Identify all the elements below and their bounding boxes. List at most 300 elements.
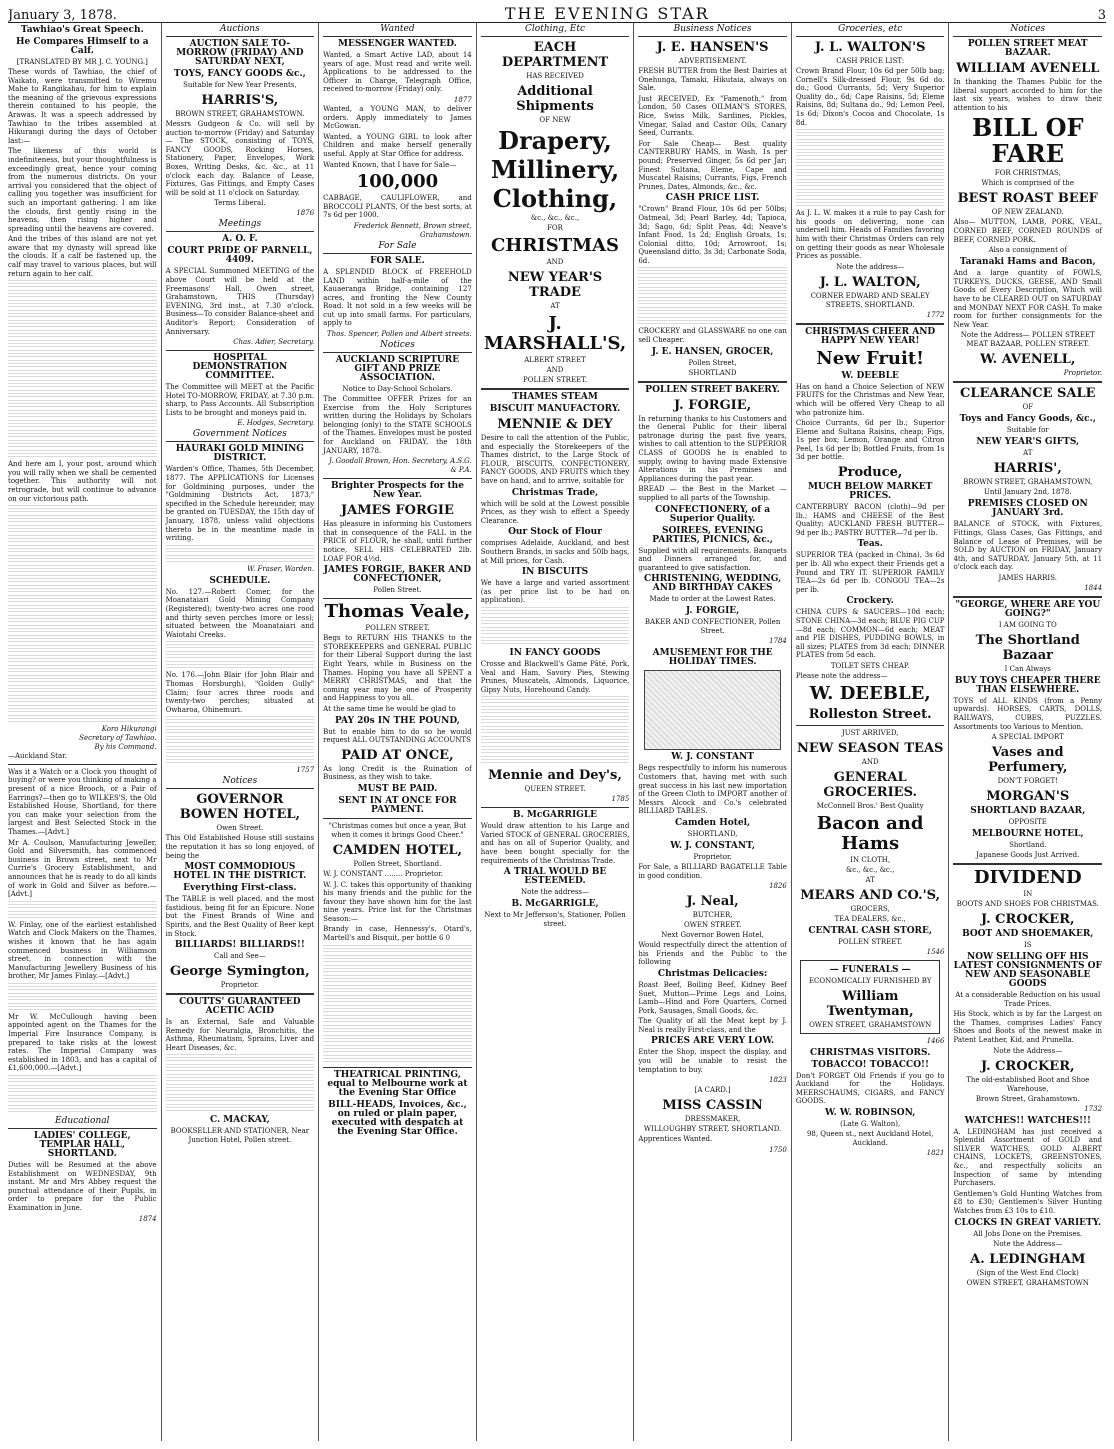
ad-headline: Everything First-class. bbox=[183, 883, 297, 894]
ad-paragraph: Wanted, a YOUNG MAN, to deliver orders. Apply immediately to James McGowan. bbox=[323, 104, 472, 131]
text-filler bbox=[8, 993, 157, 1002]
text-filler bbox=[323, 965, 472, 974]
ad-headline: CONFECTIONERY, of a Superior Quality. bbox=[655, 504, 771, 524]
text-filler bbox=[8, 535, 157, 544]
ad-headline: Christmas Delicacies: bbox=[657, 968, 768, 979]
ad-subline: Proprietor. bbox=[1063, 369, 1103, 378]
ad-subline: AND bbox=[861, 757, 879, 766]
ad-subline: Pollen Street. bbox=[373, 586, 422, 595]
ad-subline: FOR bbox=[547, 224, 563, 232]
divider bbox=[796, 725, 945, 726]
ad-headline: New Fruit! bbox=[816, 347, 925, 369]
ad-paragraph: In thanking the Thames Public for the liberal support accorded to him for the last six years, wishes to draw their attention to his bbox=[953, 78, 1103, 112]
divider bbox=[481, 807, 630, 808]
text-filler bbox=[8, 585, 157, 594]
text-filler bbox=[8, 715, 157, 724]
ad-subline: AND bbox=[546, 366, 564, 374]
ad-headline: THEATRICAL PRINTING, equal to Melbourne work at the Evening Star Office bbox=[327, 1069, 468, 1098]
text-filler bbox=[8, 350, 157, 359]
ad-headline: Bacon and Hams bbox=[816, 812, 924, 854]
ad-paragraph: No. 127.—Robert Comer, for the Moanataiari Gold Mining Company (Registered); twenty-two acres one rood and thirty seven perches (more or less); situated between the Moanataiari and Waiotahi Creeks. bbox=[165, 587, 315, 639]
text-filler bbox=[8, 605, 157, 614]
text-filler bbox=[8, 665, 157, 674]
text-filler bbox=[481, 607, 630, 616]
text-filler bbox=[8, 655, 157, 664]
ad-headline: W. W. ROBINSON, bbox=[824, 1107, 916, 1118]
text-filler bbox=[8, 505, 157, 514]
divider bbox=[323, 598, 472, 599]
text-filler bbox=[481, 617, 630, 626]
text-filler bbox=[166, 1054, 315, 1063]
notice-paragraph: Was it a Watch or a Clock you thought of buying? or were you thinking of making a present of a nice Brooch, or a Pair of Earrings?—then go to WILKES'S, the Old Established House, Shortland, for there you can make your selection from the largest and Best Selected Stock in the Thames.—[Advt.] bbox=[8, 767, 157, 836]
ad-paragraph: This Old Established House still sustains the reputation it has so long enjoyed, of being the bbox=[165, 834, 315, 860]
ad-subline: ECONOMICALLY FURNISHED BY bbox=[808, 976, 932, 985]
text-filler bbox=[481, 736, 630, 745]
ad-headline: W. AVENELL, bbox=[980, 352, 1076, 368]
ad-paragraph: Duties will be Resumed at the above Establishment on WEDNESDAY, 9th instant. Mr and Mrs Abbey request the punctual attendance of their Pupils, in order to prepare for the Public Examination in June. bbox=[8, 1161, 157, 1212]
ad-subline: Pollen Street, bbox=[688, 358, 737, 367]
text-filler bbox=[8, 1095, 157, 1104]
ad-subline: &c., &c., &c., bbox=[530, 214, 580, 222]
ad-headline: George Symington, bbox=[170, 964, 310, 980]
ad-headline: EACH DEPARTMENT bbox=[501, 40, 609, 70]
ad-headline: WATCHES!! WATCHES!!! bbox=[964, 1115, 1091, 1126]
ad-headline: The Shortland Bazaar bbox=[975, 632, 1080, 663]
ad-subline: SHORTLAND, bbox=[687, 829, 738, 838]
article-headline: Tawhiao's Great Speech. bbox=[20, 25, 144, 35]
ad-subline: AT bbox=[865, 875, 875, 884]
text-filler bbox=[166, 651, 315, 660]
ad-headline: BILLIARDS! BILLIARDS!! bbox=[174, 940, 305, 951]
text-filler bbox=[8, 330, 157, 339]
ad-paragraph: which will be sold at the Lowest possible Prices, as they wish to effect a Speedy Clearance. bbox=[480, 499, 630, 525]
ad-subline: Until January 2nd, 1878. bbox=[983, 488, 1072, 497]
ad-paragraph: Don't FORGET Old Friends if you go to Auckland for the Holidays. MEERSCHAUMS, CIGARS, and FANCY GOODS. bbox=[795, 1071, 945, 1106]
ad-headline: BILL OF FARE bbox=[971, 113, 1084, 169]
text-filler bbox=[638, 317, 787, 326]
divider bbox=[166, 993, 315, 995]
ad-headline: W. J. CONSTANT bbox=[671, 752, 754, 763]
text-filler bbox=[8, 450, 157, 459]
ad-headline: CHRISTENING, WEDDING, AND BIRTHDAY CAKES bbox=[643, 574, 782, 594]
ad-number: 1784 bbox=[769, 637, 787, 646]
ad-subline: Made to order at the Lowest Rates. bbox=[649, 595, 776, 604]
newspaper-title: THE EVENING STAR bbox=[504, 4, 710, 23]
ad-headline: TOYS, FANCY GOODS &c., bbox=[173, 69, 306, 79]
ad-subline: BAKER AND CONFECTIONER, Pollen Street. bbox=[644, 618, 781, 636]
column-3 bbox=[318, 23, 476, 1441]
ad-headline: GOVERNOR BOWEN HOTEL, bbox=[179, 792, 301, 823]
text-filler bbox=[481, 746, 630, 755]
ad-paragraph: SUPERIOR TEA (packed in China), 3s 6d per lb. All who expect their Friends get a Pound and TRY IT. SUPERIOR FAMILY TEA—2s 6d per lb. CONGOU TEA—2s per lb. bbox=[795, 551, 945, 594]
divider bbox=[323, 818, 472, 819]
ad-headline: MESSENGER WANTED. bbox=[338, 39, 457, 49]
ad-headline: AUCKLAND SCRIPTURE GIFT AND PRIZE ASSOCIATION. bbox=[335, 355, 460, 384]
ad-subline: IN bbox=[1023, 890, 1033, 899]
text-filler bbox=[8, 370, 157, 379]
article-byline: [TRANSLATED BY MR J. C. YOUNG.] bbox=[16, 58, 148, 66]
article-paragraph: These words of Tawhiao, the chief of Waikato, were transmitted to Wiremu Mahe to Rangikahau, for him to explain the meaning of the grievous expressions therein contained to his people, the Arawas. It was a speech addressed by Tawhiao to the tribes assembled at Hikurangi during the days of October last:— bbox=[8, 68, 157, 145]
divider bbox=[323, 478, 472, 479]
text-filler bbox=[166, 641, 315, 650]
ad-paragraph: Gentlemen's Gold Hunting Watches from £8 to £30; Gentlemen's Silver Hunting Watches from £3 10s to £10. bbox=[953, 1189, 1103, 1215]
text-filler bbox=[796, 149, 945, 158]
ad-subline: ADVERTISEMENT. bbox=[678, 57, 747, 65]
ad-headline: CLOCKS IN GREAT VARIETY. bbox=[954, 1217, 1102, 1228]
ad-paragraph: The Committee OFFER Prizes for an Exercise from the Holy Scriptures written during the Holidays by Scholars belonging (only) to the STATE SCHOOLS of the Thames. Envelopes must be posted for Auckland on FRIDAY, the 18th JANUARY, 1878. bbox=[323, 395, 472, 455]
ad-subline: IN CLOTH, bbox=[850, 855, 891, 864]
ad-paragraph: In returning thanks to his Customers and the General Public for their liberal patronage during the past five years, wishes to call attention to the SUPERIOR CLASS of GOODS he is enabled to supply, owing to having made Extensive Alterations in his Premises and Appliances during the past year. bbox=[638, 414, 787, 483]
text-filler bbox=[166, 736, 315, 745]
ad-subline: OF NEW bbox=[539, 116, 571, 124]
ad-headline: SHORTLAND BAZAAR, bbox=[970, 806, 1086, 817]
columns bbox=[8, 23, 1106, 1441]
section-header: Clothing, Etc bbox=[481, 23, 630, 37]
text-filler bbox=[481, 726, 630, 735]
ad-paragraph: For Sale, a BILLIARD BAGATELLE Table in good condition. bbox=[638, 862, 787, 880]
section-header: Business Notices bbox=[638, 23, 787, 37]
notice-paragraph: Mr W. McCullough having been appointed agent on the Thames for the Imperial Fire Insurance Company, is prepared to take risks at the lowest rates. The Imperial Company was established in 1803, and has a capital of £1,600,000.—[Advt.] bbox=[8, 1012, 157, 1073]
ad-subline: Suitable for bbox=[1006, 426, 1049, 435]
ad-headline: A TRIAL WOULD BE ESTEEMED. bbox=[503, 867, 607, 887]
ad-subline: BOOTS AND SHOES FOR CHRISTMAS. bbox=[956, 900, 1099, 909]
text-filler bbox=[481, 756, 630, 765]
text-filler bbox=[166, 716, 315, 725]
ad-headline: — FUNERALS — bbox=[829, 964, 911, 975]
text-filler bbox=[166, 746, 315, 755]
text-filler bbox=[481, 637, 630, 646]
column-4 bbox=[476, 23, 634, 1441]
ad-subline: Note the Address— bbox=[993, 1046, 1063, 1055]
ad-subline: QUEEN STREET. bbox=[524, 785, 586, 794]
ad-paragraph: Also— MUTTON, LAMB, PORK, VEAL, CORNED BEEF, CORNED ROUNDS of BEEF, CORNED PORK. bbox=[953, 218, 1103, 244]
masthead bbox=[8, 4, 1106, 23]
ad-subline: Call and See— bbox=[214, 952, 266, 961]
ad-headline: FOR SALE. bbox=[370, 255, 425, 266]
signature: Koro Hikurangi bbox=[101, 725, 157, 734]
signature: W. Fraser, Warden. bbox=[247, 564, 315, 573]
ad-paragraph: Would draw attention to his Large and Varied STOCK of GENERAL GROCERIES, and has on all of Superior Quality, and have been bought specially for the requirements of the Christmas Trade. bbox=[480, 822, 630, 865]
ad-headline: Additional Shipments bbox=[516, 84, 594, 114]
ad-headline: Toys and Fancy Goods, &c., bbox=[959, 414, 1096, 425]
ad-subline: POLLEN STREET. bbox=[523, 376, 588, 384]
ad-paragraph: Crosse and Blackwell's Game Pâté, Pork, Veal and Ham, Savory Pies, Stewing Prunes, Muscatels, Almonds, Liquorice, Gipsy Nuts, Horehound Candy. bbox=[480, 659, 630, 694]
ad-subline: DON'T FORGET! bbox=[997, 777, 1058, 786]
ad-paragraph: A SPLENDID BLOCK of FREEHOLD LAND within half-a-mile of the Kauaeranga Bridge, containing 127 acres, and fronting the New County Road. It not sold in a few weeks will be cut up into small farms. For particulars, apply to bbox=[323, 267, 472, 328]
ad-subline: CASH PRICE LIST: bbox=[836, 57, 905, 65]
ad-headline: CHRISTMAS VISITORS. bbox=[809, 1047, 931, 1058]
text-filler bbox=[8, 1075, 157, 1084]
ad-paragraph: Choice Currants, 6d per lb.; Superior Eleme and Sultana Raisins, cheap; Figs, 1s per box; Lemon, Orange and Citron Peel, 1s 6d per lb; Bottled Fruits, from 1s 3d per bottle. bbox=[795, 419, 945, 462]
text-filler bbox=[166, 756, 315, 765]
ad-subline: OPPOSITE bbox=[1008, 818, 1047, 827]
text-filler bbox=[323, 1015, 472, 1024]
ad-paragraph: His Stock, which is by far the Largest on the Thames, comprises Ladies' Fancy Shoes and Boots of the newest make in Patent Leather, Kid, and Prunella. bbox=[953, 1010, 1103, 1045]
ad-subline: Note the Address— POLLEN STREET MEAT BAZAAR, POLLEN STREET. bbox=[960, 331, 1095, 349]
text-filler bbox=[638, 307, 787, 316]
ad-number: 1750 bbox=[769, 1145, 787, 1154]
ad-headline: B. McGARRIGLE, bbox=[511, 899, 599, 910]
ad-headline: SCHEDULE. bbox=[209, 575, 271, 586]
ad-subline: Apprentices Wanted. bbox=[638, 1135, 713, 1144]
ad-headline: William Twentyman, bbox=[826, 988, 914, 1019]
notice-paragraph: W. Finlay, one of the earliest established Watch and Clock Makers on the Thames, wishes it known that he has again commenced business in Williamson street, in connection with the Manufacturing Jewellery Business of his brother, Mr James Finlay.—[Advt.] bbox=[8, 920, 157, 981]
ad-paragraph: Messrs Gudgeon & Co. will sell by auction to-morrow (Friday) and Saturday— The STOCK, consisting of TOYS, FANCY GOODS, Rocking Horses, Stationery, Paper, Envelopes, Work Boxes, Writing Desks, &c. &c., at 11 o'clock each day. Balance of Lease, Fixtures, Gas Fittings, and Empty Cases will be sold at 11 o'clock on Saturday. bbox=[165, 120, 315, 197]
text-filler bbox=[796, 179, 945, 188]
ad-paragraph: Wanted, a YOUNG GIRL to look after Children and make herself generally useful. Apply at Star Office for address. bbox=[323, 132, 472, 158]
text-filler bbox=[8, 705, 157, 714]
source-credit: —Auckland Star. bbox=[8, 752, 67, 761]
text-filler bbox=[8, 695, 157, 704]
newspaper-page bbox=[8, 4, 1106, 1441]
ad-headline: Drapery, bbox=[498, 126, 612, 155]
ad-subline: Note the address— bbox=[521, 888, 590, 897]
ad-headline: IN FANCY GOODS bbox=[509, 647, 601, 658]
ad-headline: JAMES FORGIE bbox=[340, 503, 454, 519]
ad-headline: Mennie and Dey's, bbox=[488, 768, 622, 784]
ad-headline: MORGAN'S bbox=[986, 789, 1070, 805]
divider bbox=[953, 863, 1102, 865]
ad-paragraph: Has on hand a Choice Selection of NEW FRUITS for the Christmas and New Year, which will be offered Very Cheap to all who patronize him. bbox=[795, 382, 945, 417]
ad-paragraph: Is an External, Safe and Valuable Remedy for Neuralgia, Bronchitis, the Asthma, Rheumatism, Sprains, Liver and Heart Diseases, &c. bbox=[165, 1018, 315, 1052]
ad-paragraph: At the same time he would be glad to bbox=[323, 704, 456, 713]
ad-paragraph: "Crown" Brand Flour, 10s 6d per 50lbs; Oatmeal, 3d; Pearl Barley, 4d; Tapioca, 3d; Sago, 6d; Split Peas, 4d; Neave's Infant Food, 1s 2d; English Groats, 1s; Colonial ditto, 10d; Arrowroot, 1s; Queensland ditto, 3s 3d; Carbonate Soda, 6d. bbox=[638, 205, 787, 265]
ad-subline: I Can Always bbox=[1004, 664, 1051, 673]
ad-headline: A. O. F. bbox=[222, 234, 258, 245]
ad-paragraph: CABBAGE, CAULIFLOWER, and BROCCOLI PLANTS, Of the best sorts, at 7s 6d per 1000. bbox=[323, 194, 472, 220]
ad-subline: OF bbox=[1022, 403, 1034, 412]
column-1 bbox=[8, 23, 161, 1441]
ad-headline: CAMDEN HOTEL, bbox=[332, 842, 463, 858]
ad-subline: DRESSMAKER, bbox=[684, 1115, 741, 1124]
ad-subline: GROCERS, bbox=[850, 904, 890, 913]
ad-headline: J. FORGIE, bbox=[685, 606, 740, 617]
column-7 bbox=[948, 23, 1106, 1441]
ad-headline: GENERAL GROCERIES. bbox=[823, 769, 918, 800]
text-filler bbox=[796, 139, 945, 148]
ad-headline: IN BISCUITS bbox=[521, 567, 589, 578]
text-filler bbox=[796, 129, 945, 138]
text-filler bbox=[8, 400, 157, 409]
text-filler bbox=[166, 1074, 315, 1083]
text-filler bbox=[8, 575, 157, 584]
ad-subline: Owen Street. bbox=[216, 824, 264, 833]
ad-subline: AT bbox=[550, 302, 560, 310]
text-filler bbox=[323, 1005, 472, 1014]
ad-headline: HAURAKI GOLD MINING DISTRICT. bbox=[175, 444, 304, 464]
ad-paragraph: comprises Adelaide, Auckland, and best Southern Brands, in sacks and 50lb bags, at Mill prices, for Cash. bbox=[480, 539, 630, 565]
divider bbox=[481, 388, 630, 390]
text-filler bbox=[638, 267, 787, 276]
ad-headline: COUTTS' GUARANTEED ACETIC ACID bbox=[179, 997, 301, 1017]
ad-headline: J. L. WALTON, bbox=[819, 274, 921, 290]
ad-headline: Teas. bbox=[857, 539, 883, 550]
ad-headline: Thomas Veale, bbox=[324, 601, 471, 623]
text-filler bbox=[8, 1085, 157, 1094]
ad-subline: JAMES HARRIS. bbox=[998, 573, 1057, 582]
ad-number: 1823 bbox=[769, 1076, 787, 1085]
ad-subline: Please note the address— bbox=[795, 671, 888, 680]
page-number: 3 bbox=[1097, 8, 1106, 23]
text-filler bbox=[8, 635, 157, 644]
ad-subline: BROWN STREET, GRAHAMSTOWN, bbox=[963, 478, 1093, 487]
ad-headline: "GEORGE, WHERE ARE YOU GOING?" bbox=[955, 599, 1101, 619]
text-filler bbox=[638, 287, 787, 296]
ad-subline: HAS RECEIVED bbox=[526, 72, 584, 80]
ad-subline: Suitable for New Year Presents, bbox=[183, 81, 297, 89]
signature: W. J. CONSTANT ........ Proprietor. bbox=[323, 869, 444, 878]
ad-headline: PREMISES CLOSED ON JANUARY 3rd. bbox=[967, 499, 1088, 519]
ad-subline: At a considerable Reduction on his usual Trade Prices. bbox=[955, 991, 1101, 1009]
ad-subline: A SPECIAL IMPORT bbox=[991, 733, 1064, 742]
ad-subline: Japanese Goods Just Arrived. bbox=[976, 851, 1080, 860]
ad-subline: The old-established Boot and Shoe Warehouse, bbox=[966, 1075, 1090, 1093]
ad-subline: AND bbox=[546, 258, 564, 266]
text-filler bbox=[8, 380, 157, 389]
text-filler bbox=[481, 716, 630, 725]
ad-paragraph: No. 176.—John Blair (for John Blair and Thomas Horsburgh), "Golden Gully" Claim; four acres three roods and twenty-two perches; situated at Owharoa, Ohinemuri. bbox=[165, 671, 315, 714]
ad-paragraph: The Committee will MEET at the Pacific Hotel TO-MORROW, FRIDAY, at 7.30 p.m. sharp, to Pass Accounts. All Subscription Lists to be brought and moneys paid in. bbox=[165, 383, 315, 417]
text-filler bbox=[323, 995, 472, 1004]
text-filler bbox=[796, 169, 945, 178]
text-filler bbox=[323, 975, 472, 984]
ad-paragraph: CANTERBURY BACON (cloth)—9d per lb.; HAMS and CHEESE of the Best Quality; AUCKLAND FRESH BUTTER—9d per lb.; PASTRY BUTTER—7d per lb. bbox=[795, 503, 945, 537]
ad-subline: Pollen Street, Shortland. bbox=[353, 859, 442, 868]
ad-headline: CASH PRICE LIST. bbox=[665, 193, 760, 204]
ad-headline: Produce, bbox=[837, 465, 903, 481]
text-filler bbox=[166, 1104, 315, 1113]
ad-paragraph: But to enable him to do so he would request ALL OUTSTANDING ACCOUNTS bbox=[323, 727, 472, 745]
text-filler bbox=[166, 661, 315, 670]
ad-headline: CLEARANCE SALE bbox=[959, 386, 1096, 402]
ad-paragraph: Crown Brand Flour, 10s 6d per 50lb bag; Cornell's Silk-dressed Flour, 9s 6d do. do.; Good Currants, 5d; Very Superior Quality do., 6d; Cape Raisins, 5d; Eleme Raisins, 8d; Sultana do., 9d; Lemon Peel, 1s 6d; Dixon's Cocoa and Chocolate, 1s 8d. bbox=[795, 67, 945, 127]
signature: Frederick Bennett, Brown street, Grahamstown. bbox=[353, 221, 472, 239]
ad-subline: TEA DEALERS, &c., bbox=[834, 914, 906, 923]
text-filler bbox=[8, 390, 157, 399]
ad-subline: SHORTLAND bbox=[688, 368, 737, 377]
issue-date: January 3, 1878. bbox=[8, 8, 117, 23]
ad-headline: BUY TOYS CHEAPER THERE THAN ELSEWHERE. bbox=[954, 675, 1101, 695]
ad-paragraph: A. LEDINGHAM has just received a Splendid Assortment of GOLD and SILVER WATCHES, GOLD ALBERT CHAINS, LOCKETS, GREENSTONES, &c., and respectfully solicits an Inspection of same by intending Purchasers. bbox=[953, 1127, 1103, 1188]
text-filler bbox=[796, 159, 945, 168]
text-filler bbox=[638, 277, 787, 286]
ad-headline: MUST BE PAID. bbox=[357, 783, 438, 794]
ad-subline: POLLEN STREET. bbox=[838, 937, 903, 946]
text-filler bbox=[166, 1084, 315, 1093]
ad-number: 1785 bbox=[611, 795, 630, 804]
text-filler bbox=[323, 1025, 472, 1034]
text-filler bbox=[8, 440, 157, 449]
ad-headline: W. J. CONSTANT, bbox=[670, 840, 755, 851]
ad-headline: CENTRAL CASH STORE, bbox=[808, 925, 933, 936]
text-filler bbox=[323, 1035, 472, 1044]
ad-headline: J. CROCKER, bbox=[980, 912, 1075, 928]
text-filler bbox=[8, 615, 157, 624]
ad-headline: POLLEN STREET BAKERY. bbox=[645, 384, 780, 395]
text-filler bbox=[166, 555, 315, 564]
ad-subline: (Sign of the West End Clock) bbox=[976, 1268, 1079, 1277]
ad-number: 1732 bbox=[1084, 1104, 1103, 1113]
ad-number: 1874 bbox=[138, 1214, 157, 1223]
text-filler bbox=[8, 565, 157, 574]
ad-big-number: 100,000 bbox=[356, 171, 439, 193]
ad-paragraph: Roast Beef, Boiling Beef, Kidney Beef Suet, Mutton—Prime Legs and Loins, Lamb—Hind and Fore Quarters, Corned Pork, Sausages, Small Goods, &c. bbox=[638, 980, 787, 1015]
ad-headline: BOOT AND SHOEMAKER, bbox=[962, 929, 1094, 940]
divider bbox=[796, 323, 945, 325]
ad-subline: Next Governor Bowen Hotel, bbox=[661, 931, 764, 940]
ad-subline: Shortland. bbox=[1009, 841, 1047, 850]
ad-paragraph: Has pleasure in informing his Customers that in consequence of the FALL in the PRICE of FLOUR, he shall, until further notice, SELL HIS CELEBRATED 2lb. LOAF FOR 4½d. bbox=[323, 520, 472, 563]
text-filler bbox=[796, 189, 945, 198]
section-header: Groceries, etc bbox=[796, 23, 945, 37]
text-filler bbox=[8, 625, 157, 634]
signature: Chas. Adier, Secretary. bbox=[233, 338, 315, 347]
signature: E. Hodges, Secretary. bbox=[237, 419, 315, 428]
text-filler bbox=[323, 945, 472, 954]
ad-subline: &c., &c., &c., bbox=[846, 865, 895, 874]
ad-number: 1821 bbox=[926, 1148, 945, 1157]
ad-subline: I AM GOING TO bbox=[998, 620, 1057, 629]
ad-subline: Which is comprised of the bbox=[981, 179, 1074, 188]
ad-headline: SOIREES, EVENING PARTIES, PICNICS, &c., bbox=[652, 525, 773, 545]
text-filler bbox=[638, 297, 787, 306]
ad-subline: BROWN STREET, GRAHAMSTOWN. bbox=[175, 110, 305, 118]
ad-subline: Note the address— bbox=[836, 262, 905, 271]
ad-headline: Vases and Perfumery, bbox=[988, 745, 1068, 776]
ad-headline: Taranaki Hams and Bacon, bbox=[959, 257, 1096, 268]
ad-paragraph: Supplied with all requirements. Banquets and Dinners arranged for, and guaranteed to give satisfaction. bbox=[638, 546, 787, 572]
ad-subline: (Late G. Walton), bbox=[840, 1119, 901, 1128]
ad-paragraph: Warden's Office, Thames, 5th December, 1877. The APPLICATIONS for Licenses for Goldmining purposes, under the "Goldmining Districts Act, 1873," specified in the Schedule hereunder, may be granted on TUESDAY, the 15th day of January, 1878, unless valid objections thereto be in the meantime made in writing. bbox=[165, 465, 315, 543]
billiards-illustration bbox=[644, 670, 781, 750]
divider bbox=[166, 350, 315, 351]
ad-headline: MISS CASSIN bbox=[662, 1098, 763, 1114]
divider bbox=[953, 596, 1102, 598]
column-2 bbox=[161, 23, 319, 1441]
ad-headline: DIVIDEND bbox=[973, 867, 1082, 889]
ad-subline: ALBERT STREET bbox=[524, 356, 586, 364]
ad-number: 1826 bbox=[769, 882, 787, 891]
ad-headline: COURT PRIDE OF PARNELL, 4409. bbox=[167, 246, 313, 266]
ad-headline: Camden Hotel, bbox=[675, 817, 751, 828]
text-filler bbox=[8, 280, 157, 289]
signature: Secretary of Tawhiao. bbox=[79, 734, 157, 743]
ad-subline: BOOKSELLER AND STATIONER, Near Junction Hotel, Pollen street. bbox=[170, 1127, 310, 1145]
text-filler bbox=[8, 595, 157, 604]
signature: J. Goodall Brown, Hon. Secretary, A.S.G. & P.A. bbox=[328, 457, 472, 475]
section-header: Auctions bbox=[166, 23, 315, 37]
divider bbox=[953, 381, 1102, 383]
ad-headline: CHRISTMAS CHEER AND HAPPY NEW YEAR! bbox=[805, 326, 936, 346]
ad-subline: BUTCHER, bbox=[692, 911, 733, 920]
text-filler bbox=[8, 290, 157, 299]
text-filler bbox=[8, 340, 157, 349]
ad-headline: NEW SEASON TEAS bbox=[796, 740, 944, 756]
ad-headline: CHRISTMAS bbox=[491, 235, 620, 256]
text-filler bbox=[166, 726, 315, 735]
ad-subline: FOR CHRISTMAS, bbox=[994, 169, 1061, 178]
ad-subline: Next to Mr Jefferson's, Stationer, Pollen street. bbox=[484, 911, 626, 929]
section-header: Notices bbox=[323, 339, 472, 353]
ad-headline: A. LEDINGHAM bbox=[970, 1251, 1086, 1267]
text-filler bbox=[166, 545, 315, 554]
text-filler bbox=[8, 545, 157, 554]
ad-headline: BEST ROAST BEEF bbox=[957, 191, 1098, 207]
text-filler bbox=[8, 430, 157, 439]
ad-headline: MEARS AND CO.'S, bbox=[800, 887, 941, 903]
section-header: Government Notices bbox=[166, 428, 315, 442]
ad-subline: WILLOUGHBY STREET, SHORTLAND. bbox=[643, 1125, 782, 1134]
